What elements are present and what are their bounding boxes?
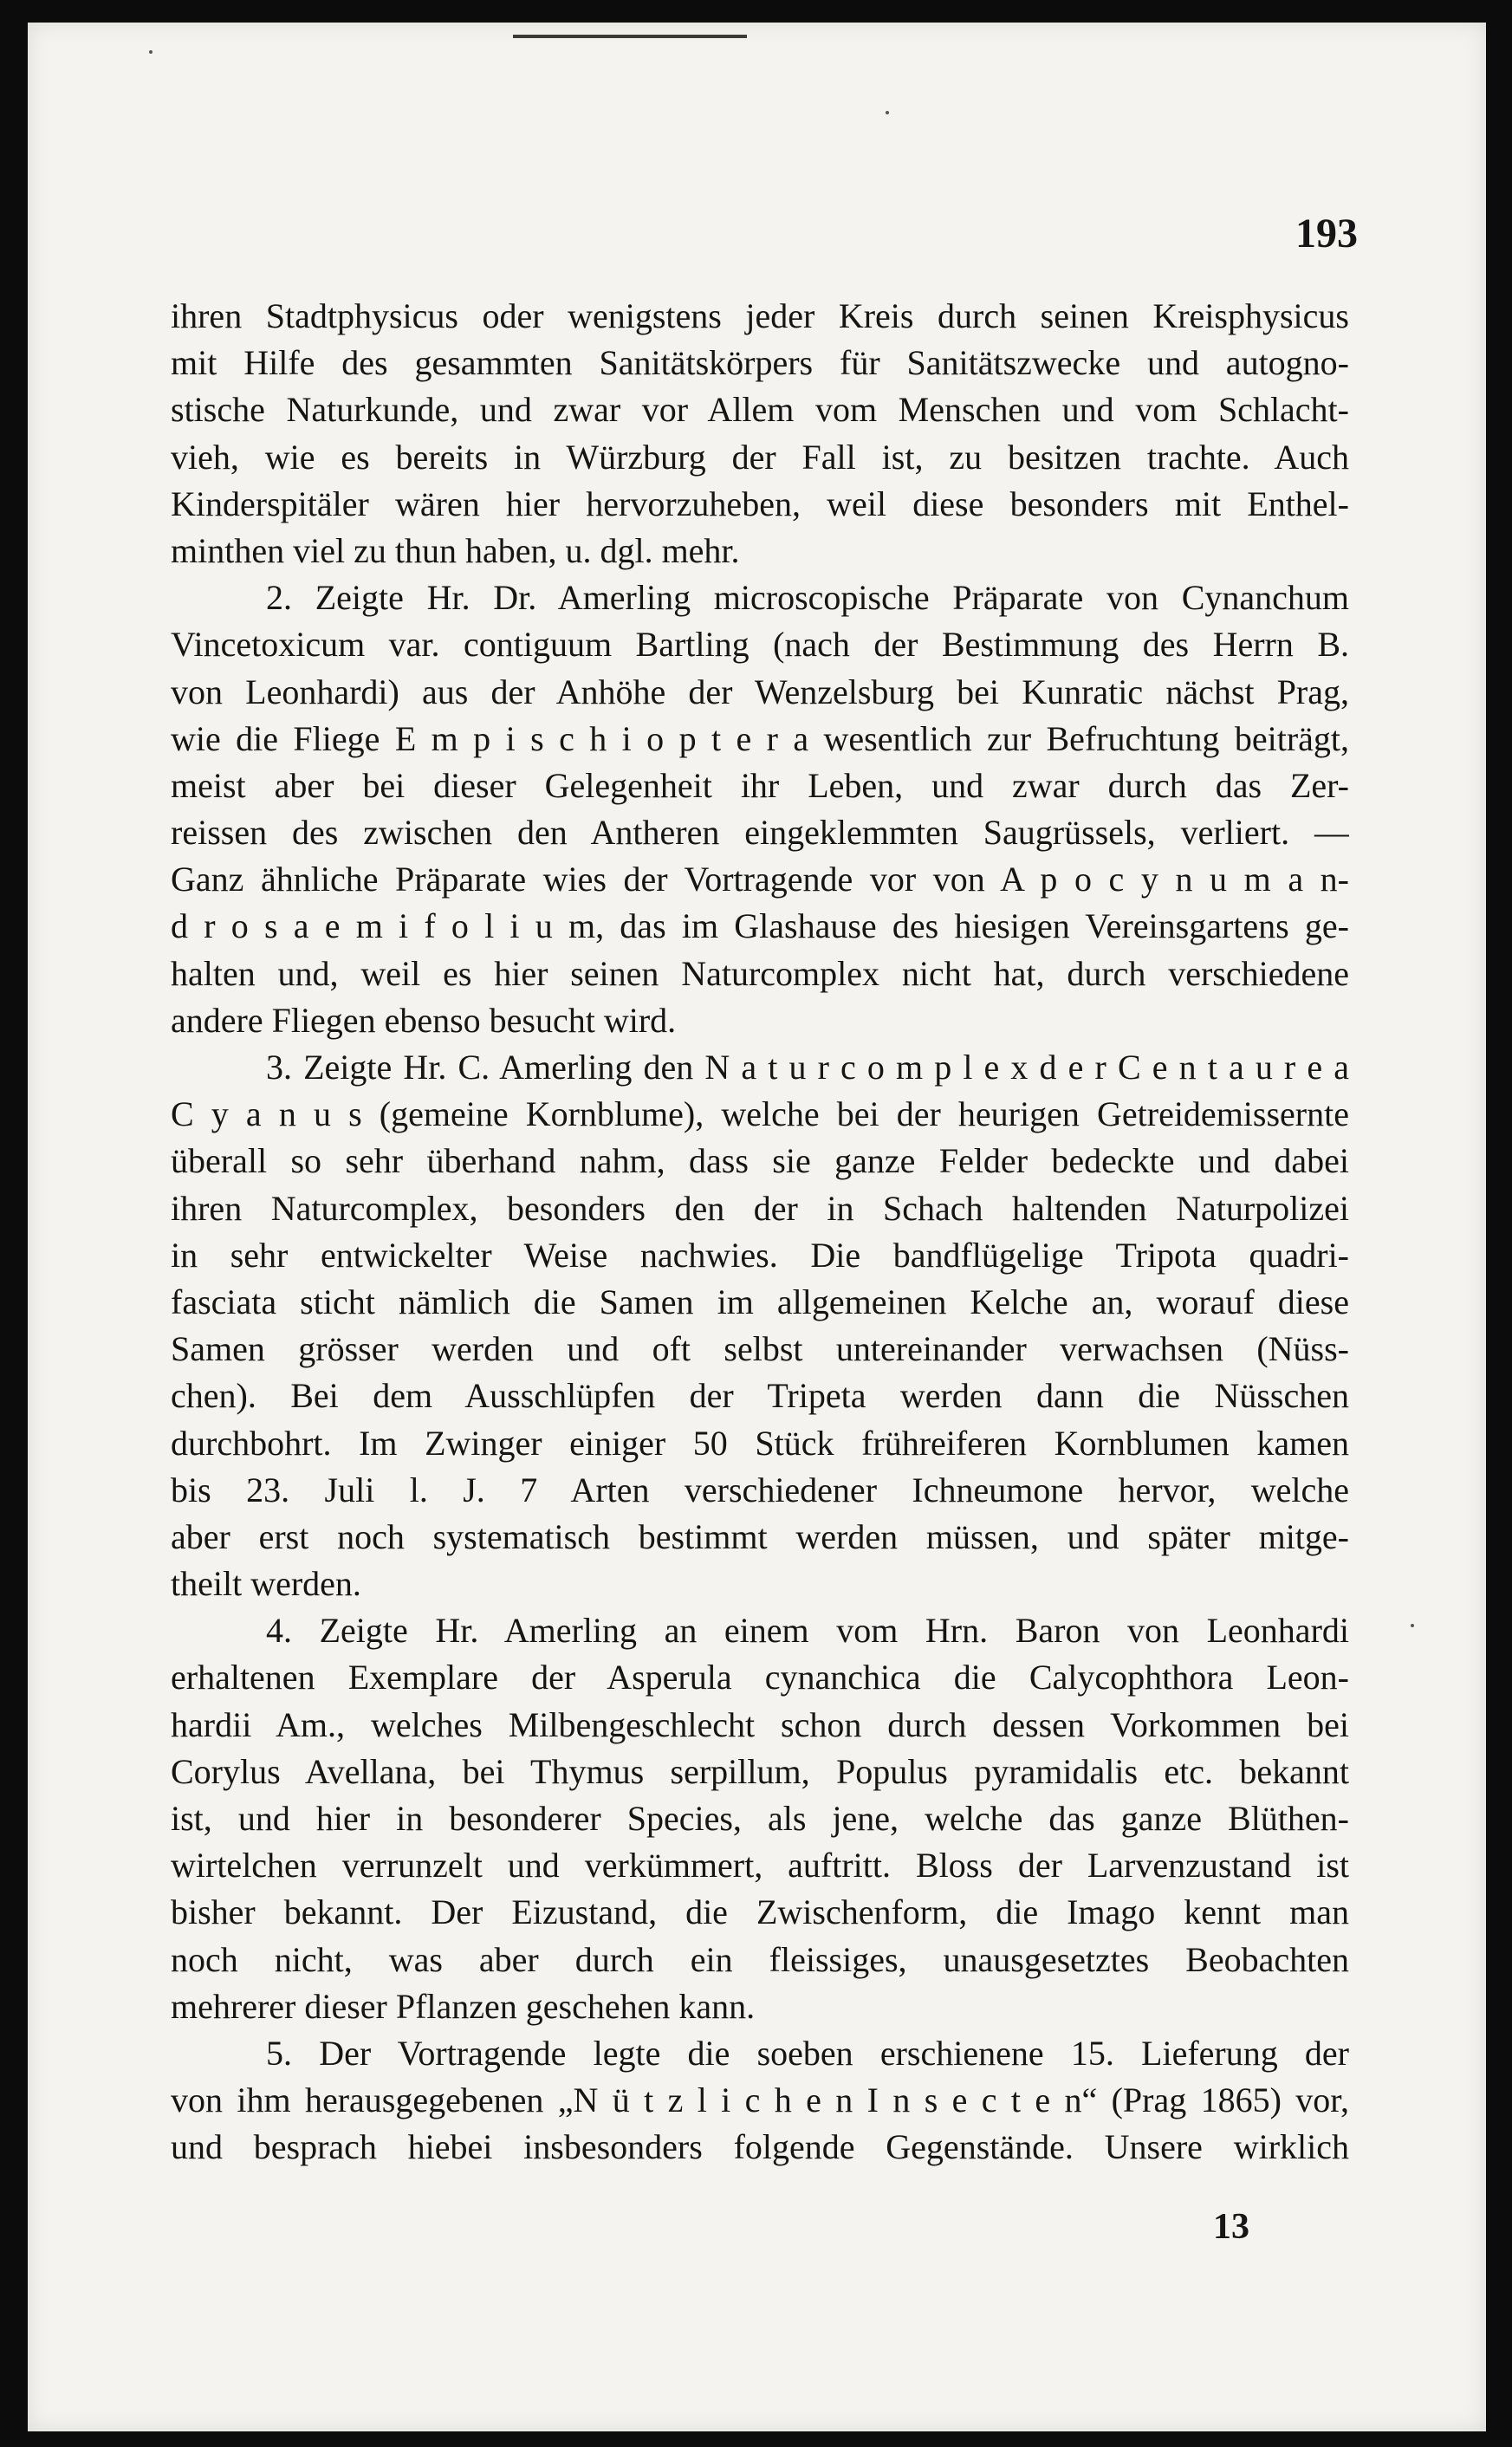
book-page [28,23,1486,2431]
text-line: andere Fliegen ebenso besucht wird. [171,1000,677,1040]
text-line: 5. Der Vortragende legte die soeben erschienene 15. Lieferung der [266,2033,1349,2073]
text-line: C y a n u s (gemeine Kornblume), welche bei der heurigen Getreidemissernte [171,1094,1349,1134]
text-line: durchbohrt. Im Zwinger einiger 50 Stück frühreiferen Kornblumen kamen [171,1423,1349,1463]
text-line: mit Hilfe des gesammten Sanitätskörpers für Sanitätszwecke und autogno- [171,343,1349,383]
text-line: 2. Zeigte Hr. Dr. Amerling microscopische Präparate von Cynanchum [266,578,1349,618]
text-line: theilt werden. [171,1564,361,1604]
text-line: ihren Stadtphysicus oder wenigstens jeder Kreis durch seinen Kreisphysicus [171,296,1349,335]
page-number: 193 [1295,211,1358,256]
text-line: von Leonhardi) aus der Anhöhe der Wenzelsburg bei Kunratic nächst Prag, [171,672,1349,711]
text-line: überall so sehr überhand nahm, dass sie ganze Felder bedeckte und dabei [171,1141,1349,1181]
text-line: und besprach hiebei insbesonders folgende Gegenstände. Unsere wirklich [171,2127,1349,2167]
text-line: reissen des zwischen den Antheren eingeklemmten Saugrüssels, verliert. — [171,813,1349,853]
text-line: aber erst noch systematisch bestimmt werden müssen, und später mitge- [171,1516,1349,1556]
paper-speck [1411,1624,1414,1627]
text-line: fasciata sticht nämlich die Samen im allgemeinen Kelche an, worauf diese [171,1282,1349,1321]
text-line: ist, und hier in besonderer Species, als jene, welche das ganze Blüthen- [171,1799,1349,1838]
text-line: noch nicht, was aber durch ein fleissiges, unausgesetztes Beobachten [171,1939,1349,1979]
text-line: von ihm herausgegebenen „N ü t z l i c h e n I n s e c t e n“ (Prag 1865) vor, [171,2080,1349,2120]
text-line: halten und, weil es hier seinen Naturcomplex nicht hat, durch verschiedene [171,953,1349,993]
text-line: bis 23. Juli l. J. 7 Arten verschiedener Ichneumone hervor, welche [171,1470,1349,1509]
text-line: Corylus Avellana, bei Thymus serpillum, Populus pyramidalis etc. bekannt [171,1751,1349,1791]
text-line: Samen grösser werden und oft selbst untereinander verwachsen (Nüss- [171,1329,1349,1369]
text-line: ihren Naturcomplex, besonders den der in Schach haltenden Naturpolizei [171,1188,1349,1228]
text-line: 4. Zeigte Hr. Amerling an einem vom Hrn. Baron von Leonhardi [266,1611,1349,1651]
paper-speck [886,111,889,114]
text-line: hardii Am., welches Milbengeschlecht schon durch dessen Vorkommen bei [171,1704,1349,1744]
text-line: chen). Bei dem Ausschlüpfen der Tripeta werden dann die Nüsschen [171,1376,1349,1416]
body-text [171,293,1349,2171]
text-line: vieh, wie es bereits in Würzburg der Fall ist, zu besitzen trachte. Auch [171,437,1349,477]
text-line: Ganz ähnliche Präparate wies der Vortragende vor von A p o c y n u m a n- [171,860,1349,899]
text-line: wirtelchen verrunzelt und verkümmert, auftritt. Bloss der Larvenzustand ist [171,1846,1349,1886]
text-line: bisher bekannt. Der Eizustand, die Zwischenform, die Imago kennt man [171,1892,1349,1932]
text-line: Vincetoxicum var. contiguum Bartling (nach der Bestimmung des Herrn B. [171,625,1349,665]
text-line: erhaltenen Exemplare der Asperula cynanchica die Calycophthora Leon- [171,1658,1349,1697]
text-line: stische Naturkunde, und zwar vor Allem vom Menschen und vom Schlacht- [171,390,1349,430]
signature-mark: 13 [1213,2207,1249,2247]
text-line: d r o s a e m i f o l i u m, das im Glashause des hiesigen Vereinsgartens ge- [171,906,1349,946]
text-line: meist aber bei dieser Gelegenheit ihr Leben, und zwar durch das Zer- [171,765,1349,805]
text-line: Kinderspitäler wären hier hervorzuheben, weil diese besonders mit Enthel- [171,484,1349,523]
text-line: mehrerer dieser Pflanzen geschehen kann. [171,1986,756,2026]
top-edge-mark [513,35,747,38]
text-line: 3. Zeigte Hr. C. Amerling den N a t u r c o m p l e x d e r C e n t a u r e a [266,1048,1349,1087]
paper-speck [149,50,152,54]
text-line: minthen viel zu thun haben, u. dgl. mehr. [171,530,740,570]
text-line: in sehr entwickelter Weise nachwies. Die bandflügelige Tripota quadri- [171,1235,1349,1275]
text-line: wie die Fliege E m p i s c h i o p t e r a wesentlich zur Befruchtung beiträgt, [171,718,1349,758]
